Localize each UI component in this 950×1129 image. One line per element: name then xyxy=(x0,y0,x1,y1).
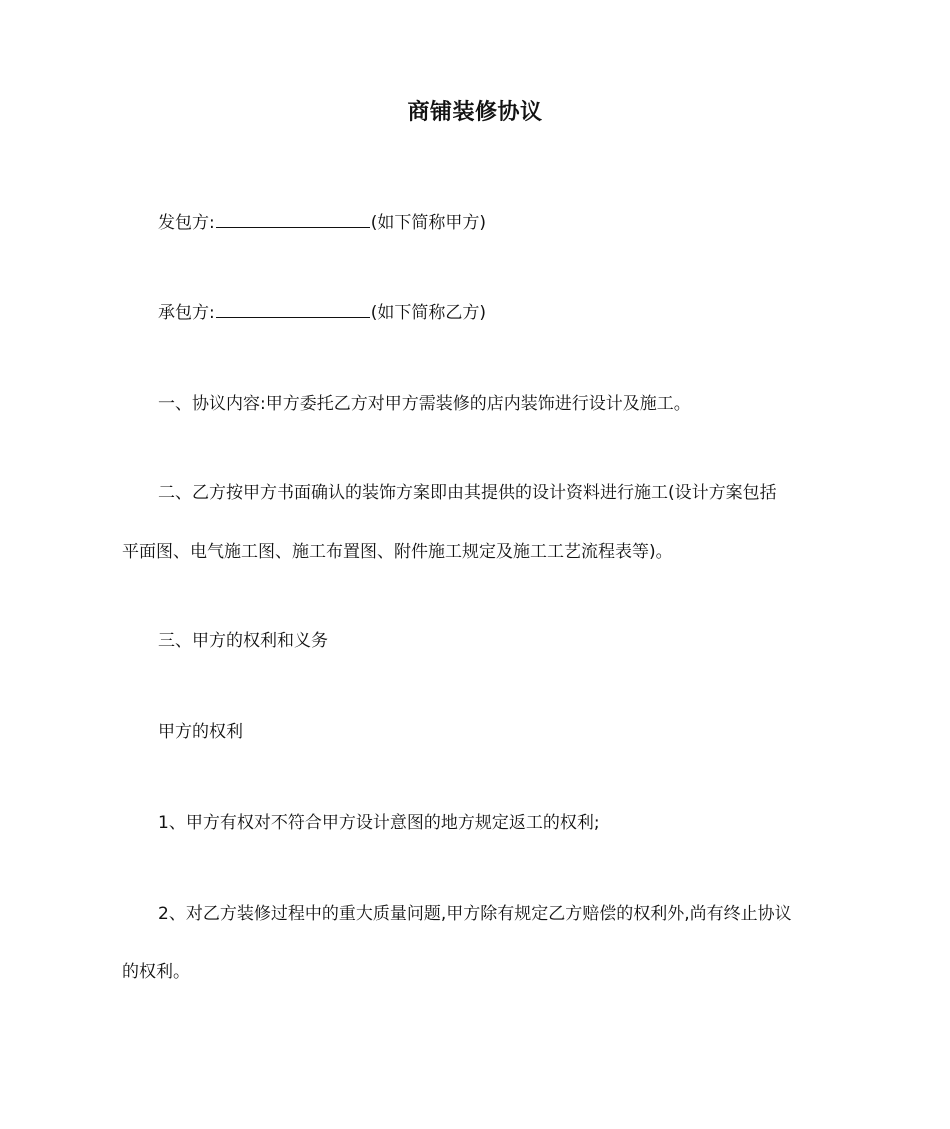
section-3-heading: 三、甲方的权利和义务 xyxy=(158,631,328,651)
party-b-blank xyxy=(216,299,370,318)
right-2-line-2: 的权利。 xyxy=(122,962,190,982)
party-a-blank xyxy=(216,209,370,228)
section-2-line-1: 二、乙方按甲方书面确认的装饰方案即由其提供的设计资料进行施工(设计方案包括 xyxy=(158,483,777,503)
party-b-note: (如下简称乙方) xyxy=(370,303,486,323)
party-b-line xyxy=(158,299,486,325)
party-a-note: (如下简称甲方) xyxy=(370,213,486,233)
section-2-line-2: 平面图、电气施工图、施工布置图、附件施工规定及施工工艺流程表等)。 xyxy=(122,542,673,562)
party-b-label: 承包方: xyxy=(158,303,215,323)
rights-heading: 甲方的权利 xyxy=(158,722,243,742)
document-title: 商铺装修协议 xyxy=(407,100,543,125)
party-a-label: 发包方: xyxy=(158,213,215,233)
party-a-line xyxy=(158,209,486,235)
right-2-line-1: 2、对乙方装修过程中的重大质量问题,甲方除有规定乙方赔偿的权利外,尚有终止协议 xyxy=(158,904,792,924)
section-1-paragraph: 一、协议内容:甲方委托乙方对甲方需装修的店内装饰进行设计及施工。 xyxy=(158,394,691,414)
right-1-item: 1、甲方有权对不符合甲方设计意图的地方规定返工的权利; xyxy=(158,813,600,833)
